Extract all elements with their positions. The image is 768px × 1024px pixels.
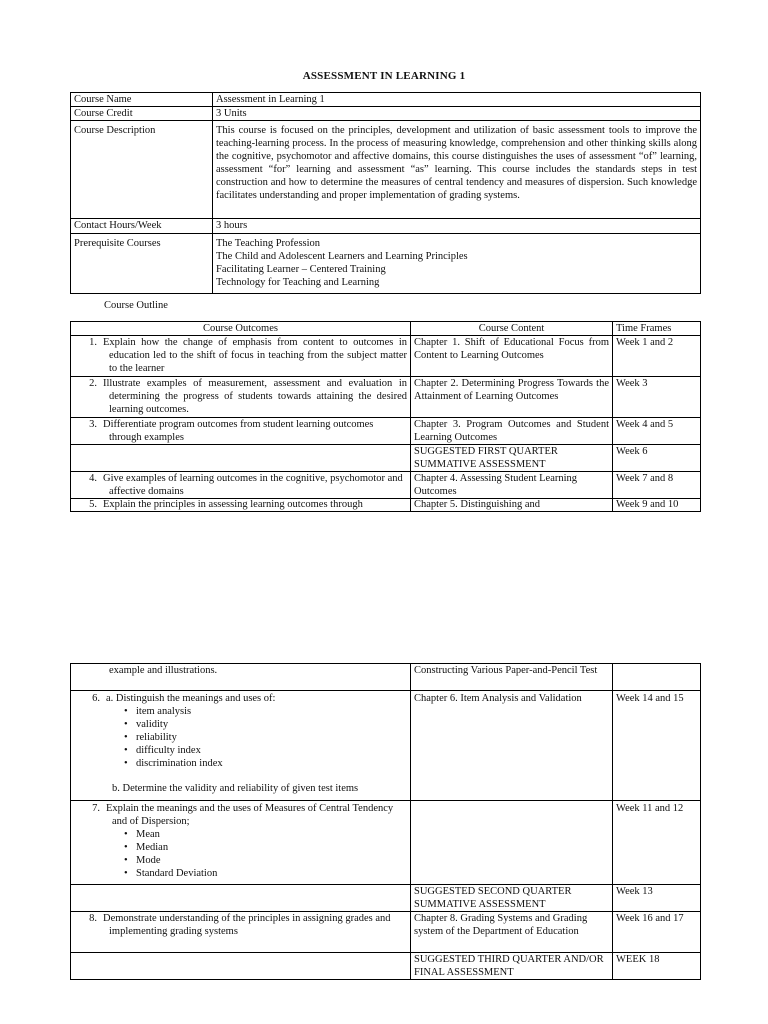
table-row (71, 472, 701, 499)
time-cell: Week 14 and 15 (613, 691, 701, 801)
content-cell: SUGGESTED SECOND QUARTER SUMMATIVE ASSESSMENT (411, 885, 613, 912)
outcome-b: b. Determine the validity and reliability of given test items (112, 783, 359, 794)
content-cell: Chapter 5. Distinguishing and (411, 499, 613, 512)
course-credit-value: 3 Units (213, 107, 701, 121)
outcome-cell: 5. Explain the principles in assessing learning outcomes through (71, 499, 411, 512)
course-outline-table-continued (70, 663, 701, 980)
table-row (71, 499, 701, 512)
table-row (71, 445, 701, 472)
outcome-cell: 1. Explain how the change of emphasis from content to outcomes in education led to the shift of focus in teaching from the subject matter to the learner (71, 336, 411, 377)
contact-hours-label: Contact Hours/Week (71, 219, 213, 234)
table-row (71, 377, 701, 418)
time-cell: Week 1 and 2 (613, 336, 701, 377)
list-item: • item analysis (74, 705, 407, 718)
prerequisite-item: The Child and Adolescent Learners and Learning Principles (216, 251, 468, 262)
course-name-value: Assessment in Learning 1 (213, 93, 701, 107)
prerequisite-label: Prerequisite Courses (71, 234, 213, 294)
document-title: ASSESSMENT IN LEARNING 1 (302, 70, 466, 82)
time-cell (613, 664, 701, 691)
table-row (71, 691, 701, 801)
outcome-cell: 4. Give examples of learning outcomes in the cognitive, psychomotor and affective domains (71, 472, 411, 499)
outcome-cell: example and illustrations. (71, 664, 411, 691)
time-cell: Week 3 (613, 377, 701, 418)
course-outline-label: Course Outline (104, 300, 168, 311)
course-name-label: Course Name (71, 93, 213, 107)
outcome-cell (71, 953, 411, 980)
time-cell: Week 11 and 12 (613, 801, 701, 885)
table-row (71, 664, 701, 691)
time-cell: Week 7 and 8 (613, 472, 701, 499)
prerequisite-item: Facilitating Learner – Centered Training (216, 264, 386, 275)
table-row (71, 336, 701, 377)
outcome-cell: 6. a. Distinguish the meanings and uses of: • item analysis • validity • reliability • difficulty index • discrimination index b. Determine the validity and reliability of given test items (71, 691, 411, 801)
list-item: • validity (74, 718, 407, 731)
course-description-value: This course is focused on the principles, development and utilization of basic assessment tools to improve the teaching-learning process. In the process of measuring knowledge, comprehension and other thinking skills along the cognitive, psychomotor and affective domains, this course distinguishes the uses of assessment “of” learning, assessment “for” learning and assessment “as” learning. This course includes the standards steps in test construction and how to determine the measures of central tendency and measures of dispersion. Such knowledge facilitates understanding and proper implementation of grading systems. (213, 121, 701, 219)
table-row (71, 953, 701, 980)
outcome-cell: 2. Illustrate examples of measurement, assessment and evaluation in determining the progress of students towards attaining the desired learning outcomes. (71, 377, 411, 418)
list-item: • reliability (74, 731, 407, 744)
content-cell: Chapter 4. Assessing Student Learning Outcomes (411, 472, 613, 499)
content-cell: Chapter 6. Item Analysis and Validation (411, 691, 613, 801)
list-item: • Median (74, 841, 407, 854)
course-description-label: Course Description (71, 121, 213, 219)
prerequisite-item: The Teaching Profession (216, 238, 321, 249)
list-item: • difficulty index (74, 744, 407, 757)
time-cell: Week 6 (613, 445, 701, 472)
time-cell: Week 9 and 10 (613, 499, 701, 512)
prerequisite-item: Technology for Teaching and Learning (216, 277, 380, 288)
list-item: • Standard Deviation (74, 867, 407, 880)
bullet-list (74, 828, 407, 880)
content-cell (411, 801, 613, 885)
course-outline-table (70, 321, 701, 512)
course-name-row (71, 93, 701, 107)
header-time-frames: Time Frames (613, 322, 701, 336)
outcome-cell: 7. Explain the meanings and the uses of Measures of Central Tendency and of Dispersion; • Mean • Median • Mode • Standard Deviation (71, 801, 411, 885)
table-row (71, 801, 701, 885)
header-course-content: Course Content (411, 322, 613, 336)
content-cell: Chapter 8. Grading Systems and Grading system of the Department of Education (411, 912, 613, 953)
content-cell: SUGGESTED FIRST QUARTER SUMMATIVE ASSESSMENT (411, 445, 613, 472)
outcome-cell: 8. Demonstrate understanding of the principles in assigning grades and implementing grading systems (71, 912, 411, 953)
list-item: • discrimination index (74, 757, 407, 770)
course-info-table (70, 92, 701, 294)
course-description-row (71, 121, 701, 219)
time-cell: WEEK 18 (613, 953, 701, 980)
header-course-outcomes: Course Outcomes (71, 322, 411, 336)
prerequisite-row (71, 234, 701, 294)
outcome-cell (71, 885, 411, 912)
contact-hours-value: 3 hours (213, 219, 701, 234)
table-row (71, 912, 701, 953)
list-item: • Mode (74, 854, 407, 867)
content-cell: Chapter 1. Shift of Educational Focus from Content to Learning Outcomes (411, 336, 613, 377)
outcome-cell: 3. Differentiate program outcomes from student learning outcomes through examples (71, 418, 411, 445)
content-cell: Chapter 3. Program Outcomes and Student Learning Outcomes (411, 418, 613, 445)
list-item: • Mean (74, 828, 407, 841)
bullet-list (74, 705, 407, 770)
contact-hours-row (71, 219, 701, 234)
prerequisite-list (213, 234, 701, 294)
content-cell: Chapter 2. Determining Progress Towards the Attainment of Learning Outcomes (411, 377, 613, 418)
table-row (71, 418, 701, 445)
time-cell: Week 13 (613, 885, 701, 912)
course-credit-label: Course Credit (71, 107, 213, 121)
outcome-cell (71, 445, 411, 472)
table-row (71, 885, 701, 912)
time-cell: Week 4 and 5 (613, 418, 701, 445)
content-cell: Constructing Various Paper-and-Pencil Test (411, 664, 613, 691)
outline-header-row (71, 322, 701, 336)
course-credit-row (71, 107, 701, 121)
content-cell: SUGGESTED THIRD QUARTER AND/OR FINAL ASSESSMENT (411, 953, 613, 980)
time-cell: Week 16 and 17 (613, 912, 701, 953)
